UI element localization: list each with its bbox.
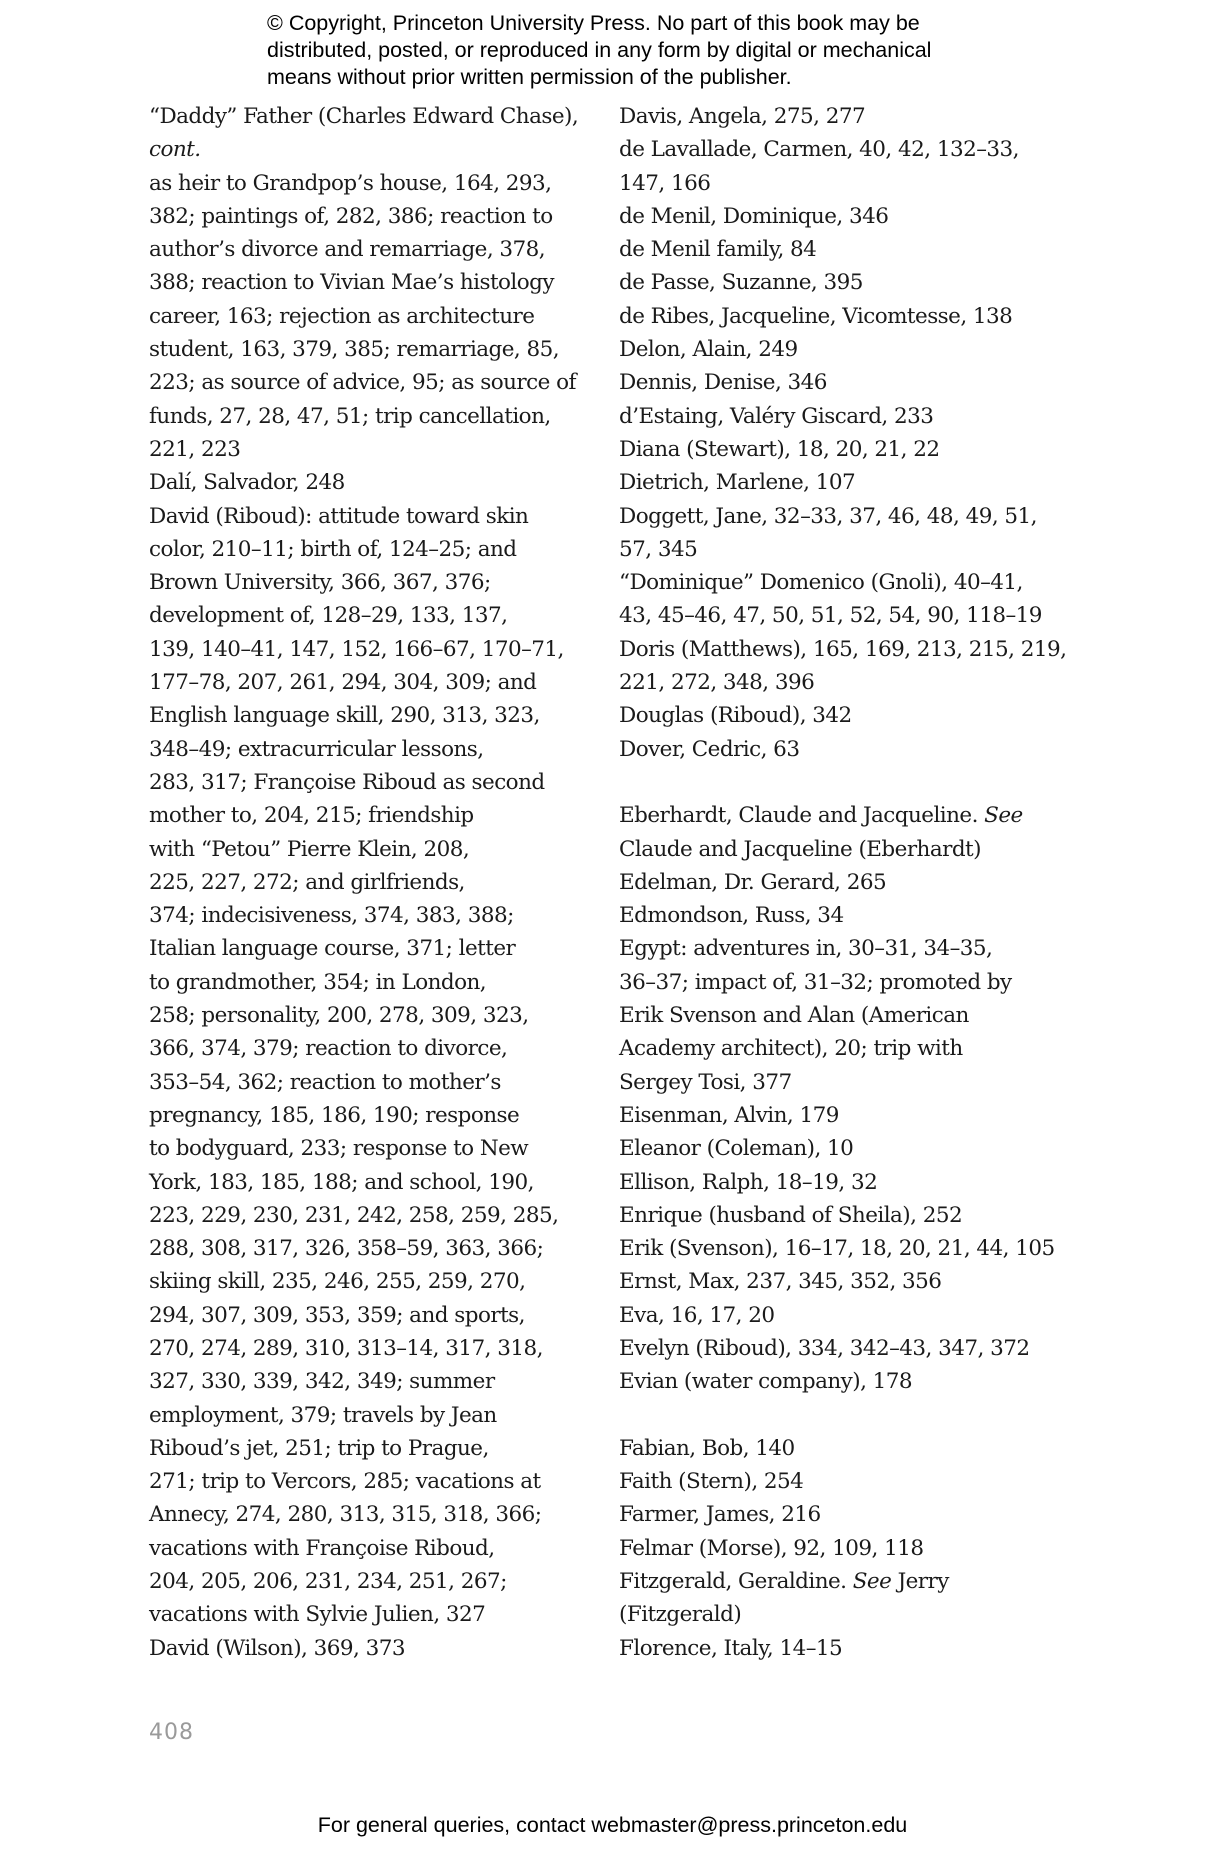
index-entry-line: Delon, Alain, 249 — [619, 337, 798, 363]
index-entry-line: Brown University, 366, 367, 376; — [149, 570, 491, 596]
index-entry — [619, 1099, 1079, 1132]
index-entry — [619, 1632, 1079, 1665]
index-entry-line: 223, 229, 230, 231, 242, 258, 259, 285, — [149, 1202, 559, 1228]
index-entry-line: Farmer, James, 216 — [619, 1502, 821, 1528]
index-entry — [619, 1299, 1079, 1332]
index-entry — [619, 1132, 1079, 1165]
index-entry-line: Fabian, Bob, 140 — [619, 1435, 795, 1461]
index-entry — [619, 1465, 1079, 1498]
index-entry-line: Douglas (Riboud), 342 — [619, 703, 852, 729]
index-entry-line: Doggett, Jane, 32–33, 37, 46, 48, 49, 51, — [619, 503, 1037, 529]
index-entry-line: 258; personality, 200, 278, 309, 323, — [149, 1003, 529, 1029]
index-entry-line: 43, 45–46, 47, 50, 51, 52, 54, 90, 118–19 — [619, 603, 1042, 629]
index-entry — [619, 566, 1079, 633]
index-entry-line: Dover, Cedric, 63 — [619, 736, 800, 762]
index-entry-line: Doris (Matthews), 165, 169, 213, 215, 219, — [619, 636, 1067, 662]
index-entry — [619, 1199, 1079, 1232]
index-entry-line: 366, 374, 379; reaction to divorce, — [149, 1036, 508, 1062]
index-entry — [149, 100, 599, 466]
index-entry — [619, 1265, 1079, 1298]
index-entry-line: Eva, 16, 17, 20 — [619, 1302, 775, 1328]
index-entry-line: student, 163, 379, 385; remarriage, 85, — [149, 337, 560, 363]
index-entry-line: vacations with Sylvie Julien, 327 — [149, 1602, 486, 1628]
index-entry-line: “Daddy” Father (Charles Edward Chase), — [149, 104, 579, 129]
index-entry-line: pregnancy, 185, 186, 190; response — [149, 1102, 520, 1128]
copyright-line: means without prior written permission of the publisher. — [267, 65, 792, 89]
see-reference: See — [852, 1569, 892, 1595]
index-entry — [619, 866, 1079, 899]
index-entry-line: Evelyn (Riboud), 334, 342–43, 347, 372 — [619, 1335, 1030, 1361]
entry-text: Eberhardt, Claude and Jacqueline. — [619, 803, 985, 829]
index-column-right — [619, 100, 1079, 1665]
index-entry — [619, 233, 1079, 266]
index-entry-line: 271; trip to Vercors, 285; vacations at — [149, 1469, 541, 1495]
index-entry-line: 57, 345 — [619, 536, 698, 562]
section-gap — [619, 766, 1079, 799]
index-entry-line: skiing skill, 235, 246, 255, 259, 270, — [149, 1269, 526, 1295]
index-entry-line: Evian (water company), 178 — [619, 1369, 913, 1395]
index-entry-line: with “Petou” Pierre Klein, 208, — [149, 836, 470, 862]
index-entry-line: 147, 166 — [619, 170, 711, 196]
index-entry — [619, 433, 1079, 466]
index-entry-line: development of, 128–29, 133, 137, — [149, 603, 508, 629]
index-entry-line: 353–54, 362; reaction to mother’s — [149, 1069, 501, 1095]
index-entry-line: de Menil, Dominique, 346 — [619, 203, 889, 229]
index-entry — [619, 733, 1079, 766]
index-entry-line: de Passe, Suzanne, 395 — [619, 270, 863, 296]
index-entry-line: 221, 272, 348, 396 — [619, 670, 815, 696]
index-entry-line: Riboud’s jet, 251; trip to Prague, — [149, 1435, 489, 1461]
index-entry-line: employment, 379; travels by Jean — [149, 1402, 497, 1428]
index-entry — [619, 1532, 1079, 1565]
index-entry-line: as heir to Grandpop’s house, 164, 293, — [149, 170, 552, 196]
index-entry-line: 36–37; impact of, 31–32; promoted by — [619, 969, 1012, 995]
copyright-line: distributed, posted, or reproduced in any form by digital or mechanical — [267, 38, 932, 62]
index-entry — [619, 1166, 1079, 1199]
index-entry-line: Erik (Svenson), 16–17, 18, 20, 21, 44, 105 — [619, 1236, 1055, 1262]
index-entry-line: author’s divorce and remarriage, 378, — [149, 237, 546, 263]
index-entry — [619, 100, 1079, 133]
index-entry-line: Ernst, Max, 237, 345, 352, 356 — [619, 1269, 942, 1295]
index-entry-line: 283, 317; Françoise Riboud as second — [149, 769, 545, 795]
copyright-line: © Copyright, Princeton University Press. No part of this book may be — [267, 11, 920, 35]
index-entry-line: de Ribes, Jacqueline, Vicomtesse, 138 — [619, 303, 1013, 329]
index-entry-line: 294, 307, 309, 353, 359; and sports, — [149, 1302, 525, 1328]
index-entry — [619, 266, 1079, 299]
index-entry — [619, 633, 1079, 700]
index-entry-line: de Lavallade, Carmen, 40, 42, 132–33, — [619, 137, 1019, 163]
index-entry-line — [619, 1565, 1079, 1598]
index-entry — [619, 400, 1079, 433]
page-number: 408 — [149, 1720, 194, 1745]
index-entry-line: Faith (Stern), 254 — [619, 1469, 804, 1495]
index-entry-line: Dalí, Salvador, 248 — [149, 470, 345, 496]
index-entry — [149, 1632, 599, 1665]
index-entry — [149, 466, 599, 499]
index-entry — [619, 200, 1079, 233]
index-entry-line: Davis, Angela, 275, 277 — [619, 104, 866, 129]
index-entry-line: “Dominique” Domenico (Gnoli), 40–41, — [619, 570, 1023, 596]
index-entry-line: Florence, Italy, 14–15 — [619, 1635, 843, 1661]
index-entry — [619, 300, 1079, 333]
index-entry-line: Eleanor (Coleman), 10 — [619, 1136, 854, 1162]
index-entry — [619, 333, 1079, 366]
index-entry-line: Sergey Tosi, 377 — [619, 1069, 792, 1095]
index-column-left — [149, 100, 599, 1665]
index-entry-line: 388; reaction to Vivian Mae’s histology — [149, 270, 554, 296]
index-entry — [619, 1565, 1079, 1632]
index-entry-line: Italian language course, 371; letter — [149, 936, 516, 962]
index-entry-line: career, 163; rejection as architecture — [149, 303, 535, 329]
index-entry-line: 221, 223 — [149, 436, 241, 462]
index-entry-line: vacations with Françoise Riboud, — [149, 1535, 495, 1561]
index-entry-line: 374; indecisiveness, 374, 383, 388; — [149, 903, 514, 929]
index-entry-line: Erik Svenson and Alan (American — [619, 1003, 969, 1029]
index-entry-line: Ellison, Ralph, 18–19, 32 — [619, 1169, 878, 1195]
entry-text: Jerry — [891, 1569, 949, 1595]
index-entry-line: Felmar (Morse), 92, 109, 118 — [619, 1535, 924, 1561]
index-entry-line: Dennis, Denise, 346 — [619, 370, 827, 396]
index-entry-line: 382; paintings of, 282, 386; reaction to — [149, 203, 553, 229]
index-entry — [619, 1432, 1079, 1465]
index-entry-line: Annecy, 274, 280, 313, 315, 318, 366; — [149, 1502, 542, 1528]
index-entry-line: to bodyguard, 233; response to New — [149, 1136, 529, 1162]
index-entry-line: funds, 27, 28, 47, 51; trip cancellation, — [149, 403, 551, 429]
index-entry — [619, 133, 1079, 200]
section-gap — [619, 1399, 1079, 1432]
index-entry-line: 288, 308, 317, 326, 358–59, 363, 366; — [149, 1236, 544, 1262]
index-entry — [619, 1365, 1079, 1398]
index-entry-line: (Fitzgerald) — [619, 1602, 742, 1628]
index-entry-line: David (Wilson), 369, 373 — [149, 1635, 405, 1661]
index-entry-line: York, 183, 185, 188; and school, 190, — [149, 1169, 534, 1195]
index-entry — [619, 366, 1079, 399]
index-entry — [619, 899, 1079, 932]
index-entry-line: mother to, 204, 215; friendship — [149, 803, 474, 829]
index-entry-line: d’Estaing, Valéry Giscard, 233 — [619, 403, 934, 429]
index-entry-line: 225, 227, 272; and girlfriends, — [149, 869, 465, 895]
index-entry-line: 177–78, 207, 261, 294, 304, 309; and — [149, 670, 537, 696]
index-entry-line: David (Riboud): attitude toward skin — [149, 503, 529, 529]
index-entry — [619, 932, 1079, 1098]
index-entry-line: Eisenman, Alvin, 179 — [619, 1102, 839, 1128]
index-entry-line: Academy architect), 20; trip with — [619, 1036, 963, 1062]
index-entry-line: 327, 330, 339, 342, 349; summer — [149, 1369, 495, 1395]
index-entry — [619, 699, 1079, 732]
index-entry-line: Edmondson, Russ, 34 — [619, 903, 844, 929]
index-entry — [619, 1332, 1079, 1365]
index-entry-line: Dietrich, Marlene, 107 — [619, 470, 856, 496]
index-entry-line: Egypt: adventures in, 30–31, 34–35, — [619, 936, 993, 962]
index-entry-line — [619, 799, 1079, 832]
index-entry — [149, 500, 599, 1632]
index-entry-line: cont. — [149, 137, 201, 163]
entry-text: Fitzgerald, Geraldine. — [619, 1569, 853, 1595]
index-section-f — [619, 1432, 1079, 1565]
index-entry — [619, 1498, 1079, 1531]
index-entry-line: to grandmother, 354; in London, — [149, 969, 487, 995]
index-entry-line: 270, 274, 289, 310, 313–14, 317, 318, — [149, 1335, 543, 1361]
footer-contact: For general queries, contact webmaster@press.princeton.edu — [317, 1813, 908, 1837]
index-entry-line: 204, 205, 206, 231, 234, 251, 267; — [149, 1569, 507, 1595]
index-section-d — [619, 100, 1079, 766]
index-entry — [619, 466, 1079, 499]
index-section-e — [619, 866, 1079, 1399]
index-entry — [619, 799, 1079, 866]
index-entry-line: de Menil family, 84 — [619, 237, 817, 263]
index-entry-line: color, 210–11; birth of, 124–25; and — [149, 536, 517, 562]
index-entry-line: 223; as source of advice, 95; as source of — [149, 370, 576, 396]
index-entry-line: Edelman, Dr. Gerard, 265 — [619, 869, 887, 895]
index-entry-line: Diana (Stewart), 18, 20, 21, 22 — [619, 436, 940, 462]
index-entry-line: English language skill, 290, 313, 323, — [149, 703, 540, 729]
copyright-notice — [267, 10, 1027, 91]
index-entry-line: 348–49; extracurricular lessons, — [149, 736, 484, 762]
see-reference: See — [984, 803, 1023, 829]
index-entry-line: Enrique (husband of Sheila), 252 — [619, 1202, 963, 1228]
index-entry — [619, 500, 1079, 567]
index-entry — [619, 1232, 1079, 1265]
index-entry-line: 139, 140–41, 147, 152, 166–67, 170–71, — [149, 636, 564, 662]
index-entry-line: Claude and Jacqueline (Eberhardt) — [619, 836, 981, 862]
